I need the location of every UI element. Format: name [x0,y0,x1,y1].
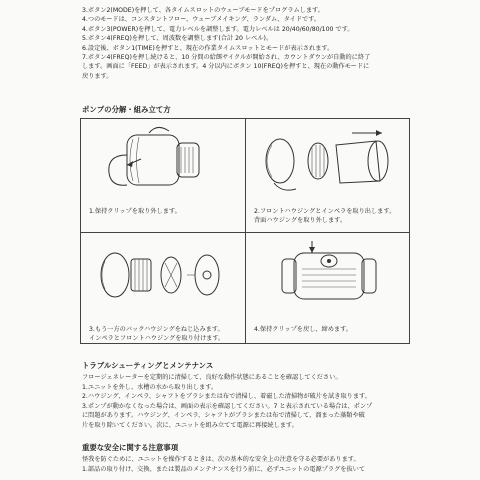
assembly-step-3 [81,233,245,346]
instruction-line: 5.ボタン4(FREQ)を押して、周波数を調整します(合計 20 レベル)。 [82,35,273,43]
troubleshooting-line: 2.ハウジング、インペラ、シャフトをブラシまたは布で清掃し、着磁した清掃物が破片を試き取ります。 [82,393,371,401]
instruction-line: 7.ボタン4(FREQ)を押し続けると、10 分間の給餌サイクルが開始され、カウントダウンが自動的に終了 [82,54,371,62]
troubleshooting-line: 1.ユニットを外し、水槽の水から取り出します。 [82,383,218,391]
troubleshooting-line: に問題があります。ハウジング、インペラ、シャフトがブラシまたは布で清掃して、溜まった藻類や破 [82,412,365,420]
troubleshooting-line: フロージェネレーターを定期的に清掃して、良好な動作状態にあることを確認してください。 [82,374,342,381]
step-caption: 2.フロントハウジングとインペラを取り出します。 [254,208,396,215]
pump-clip-removal-illustration [87,125,239,197]
instruction-line: 4.つのモードは、コンスタントフロー、ウェーブメイキング、ランダム、タイドです。 [82,16,321,24]
assembly-step-1 [81,119,245,232]
troubleshooting-line: 3.ポンプが動かなくなった場合は、画面の表示を確認してください。7 と表示されている場合は、ポンプ [82,402,373,410]
step-caption: 3.もう一方のバックハウジングをねじ込みます。 [89,326,224,333]
clip-reattach-illustration [252,239,404,311]
safety-line: 1.部品の取り付け、交換、または製品のメンテナンスを行う前に、必ずユニットの電源プラグを抜いて [82,465,366,473]
step-caption: 4.保持クリップを戻し、締めます。 [254,326,352,333]
step-caption: 1.保持クリップを取り外します。 [89,208,181,215]
safety-section [82,442,412,474]
troubleshooting-line: 片を取り除いてください。次に、ユニットを組み立てて電源に再接続します。 [82,421,298,429]
assembly-step-4 [246,233,410,346]
instruction-line: 戻ります。 [82,72,113,80]
troubleshooting-title: トラブルシューティングとメンテナンス [82,361,214,370]
safety-title: 重要な安全に関する注意事項 [82,443,179,452]
back-housing-attach-illustration [87,239,239,311]
instruction-line: 6.設定後、ボタン1(TIME)を押すと、現在の作業タイムスロットとモードが表示されます。 [82,44,334,52]
step-caption: 背面ハウジングを取り外します。 [254,217,347,224]
mode-instructions [82,6,412,81]
safety-line: 怪我を防ぐために、ユニットを操作するときは、次の基本的な安全上の注意を守る必要があります。 [82,456,360,463]
assembly-section-title: ポンプの分解・組み立て方 [82,105,171,114]
assembly-step-2 [246,119,410,232]
assembly-diagram-grid [80,118,410,344]
instruction-line: します。画面に「FEED」が表示されます。4 分以内にボタン 10(FREQ)を押すと、現在の動作モードに [82,63,370,71]
step-caption: インペラとフロントハウジングを取り付けます。 [89,335,225,342]
instruction-line: 4.ボタン3(POWER)を押して、電力レベルを調整します。電力レベルは 20/40/60/80/100 です。 [82,25,354,33]
front-housing-removal-illustration [252,125,404,197]
instruction-line: 3.ボタン2(MODE)を押して、各タイムスロットのウェーブモードをプログラムします。 [82,7,324,14]
troubleshooting-section [82,360,412,431]
